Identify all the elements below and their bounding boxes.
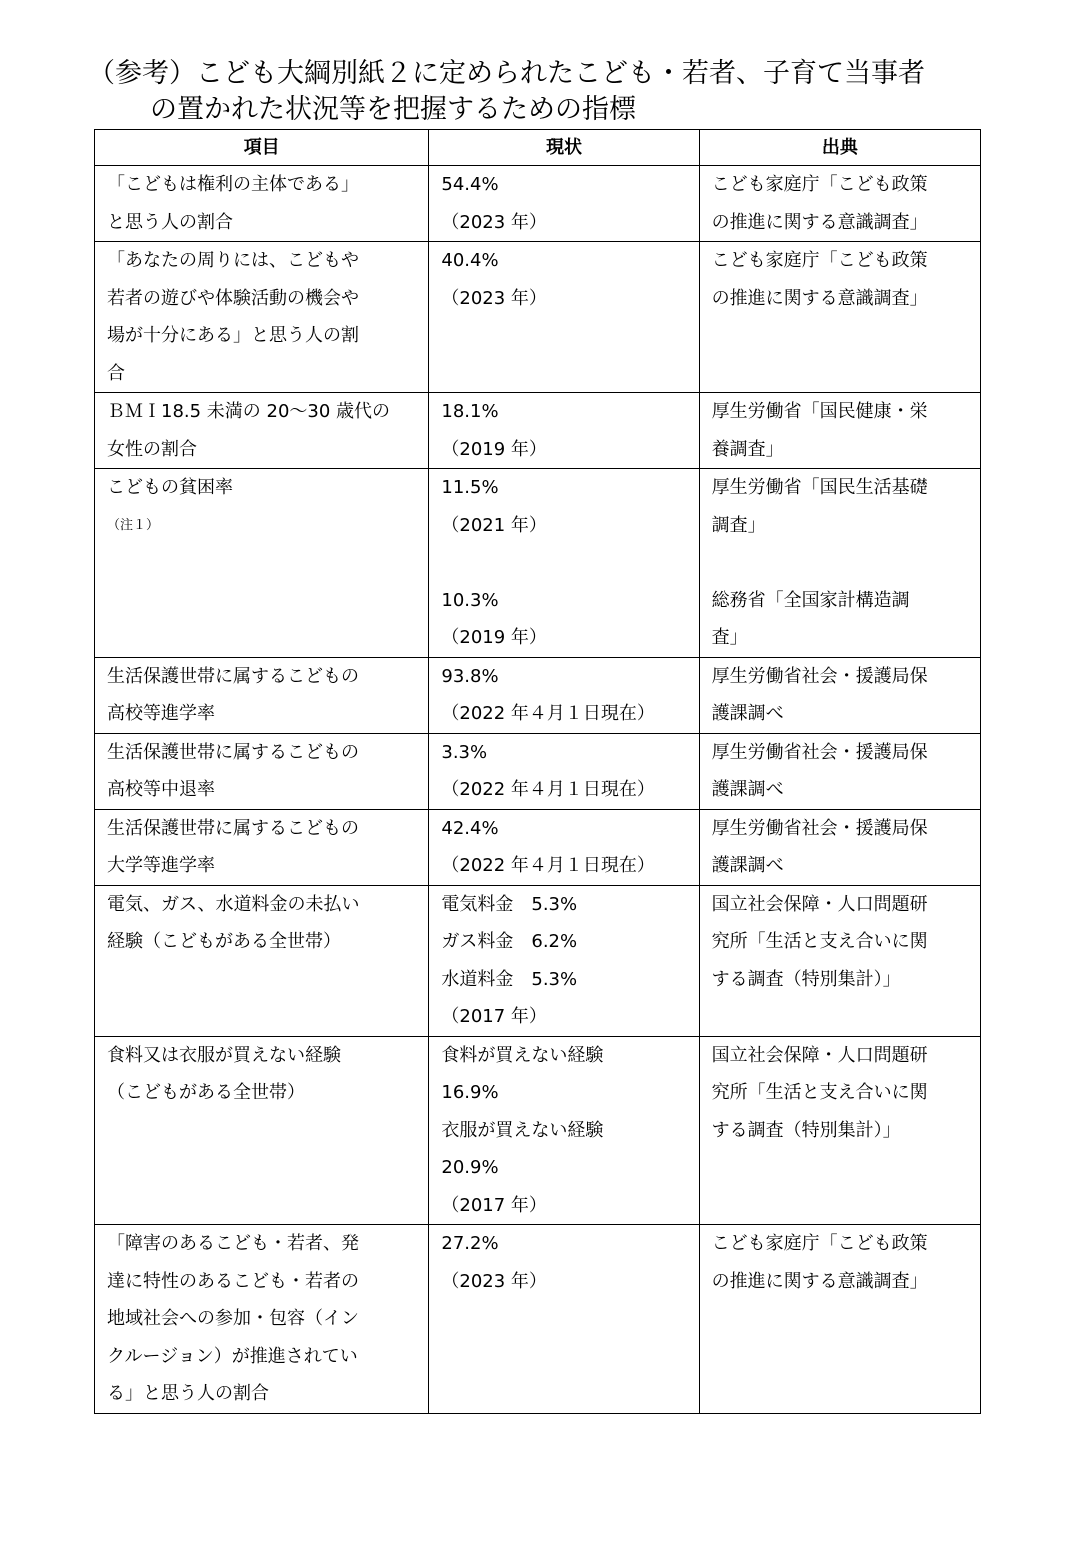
item-text: 「こどもは権利の主体である」 [107,174,359,195]
status-cell [429,469,699,658]
source-text: 厚生労働省社会・援護局保 [711,817,928,839]
status-text: （2021 年） [441,514,547,536]
item-cell [95,657,429,733]
item-cell [95,885,429,1036]
table-row [95,733,981,809]
item-text: 地域社会への参加・包容（イン [107,1308,359,1329]
source-text: 護課調べ [711,703,784,724]
table-row [95,657,981,733]
page-title [88,56,1008,128]
source-text: 厚生労働省社会・援護局保 [711,665,928,687]
table-row [95,242,981,393]
item-text: 大学等進学率 [107,855,215,876]
source-text: 護課調べ [711,779,784,800]
header-item: 項目 [95,130,429,166]
status-text: （2023 年） [441,211,547,233]
source-text: 査」 [711,627,748,648]
status-text: 3.3% [441,741,488,763]
page-title-line-2: の置かれた状況等を把握するための指標 [150,94,636,125]
table-header-row [95,130,981,166]
spacer [441,544,688,582]
item-text: こどもの貧困率 [107,477,233,498]
item-cell [95,242,429,393]
item-text: 合 [107,362,125,384]
table-row [95,393,981,469]
item-text: 達に特性のあるこども・若者の [107,1270,359,1292]
source-text: 国立社会保障・人口問題研 [711,1044,928,1066]
source-text: こども家庭庁「こども政策 [711,250,928,271]
status-text: （2022 年４月１日現在） [441,855,655,876]
table-row [95,1225,981,1414]
source-text: する調査（特別集計）」 [711,1119,901,1141]
source-text: 厚生労働省「国民健康・栄 [711,401,928,422]
item-cell [95,733,429,809]
source-cell [699,885,980,1036]
header-status: 現状 [429,130,699,166]
source-cell [699,1225,980,1414]
status-text: 衣服が買えない経験 [441,1119,604,1141]
status-cell [429,393,699,469]
source-text: 養調査」 [711,438,784,460]
source-text: 総務省「全国家計構造調 [711,589,910,611]
item-text: 生活保護世帯に属するこどもの [107,817,359,839]
header-source: 出典 [699,130,980,166]
item-text: 食料又は衣服が買えない経験 [107,1044,341,1066]
table-row [95,469,981,658]
item-text: 生活保護世帯に属するこどもの [107,665,359,687]
status-text: 10.3% [441,589,499,611]
status-cell [429,733,699,809]
status-cell [429,1225,699,1414]
item-cell [95,809,429,885]
status-text: 18.1% [441,401,499,422]
status-cell [429,885,699,1036]
item-cell [95,469,429,658]
indicator-table [94,129,981,1414]
status-cell [429,242,699,393]
item-text: クルージョン）が推進されてい [107,1345,358,1367]
source-text: 究所「生活と支え合いに関 [711,931,928,952]
status-text: 食料が買えない経験 [441,1044,604,1066]
item-text: 場が十分にある」と思う人の割 [107,325,359,346]
item-text: 「障害のあるこども・若者、発 [107,1233,359,1254]
item-text: （こどもがある全世帯） [107,1082,305,1103]
source-cell [699,1036,980,1225]
source-text: 調査」 [711,514,766,536]
source-cell [699,166,980,242]
source-cell [699,242,980,393]
status-text: （2019 年） [441,438,547,460]
page-title-line-1: （参考）こども大綱別紙２に定められたこども・若者、子育て当事者 [88,58,925,89]
source-text: の推進に関する意識調査」 [711,1270,928,1292]
status-cell [429,809,699,885]
status-text: 27.2% [441,1233,499,1254]
source-text: する調査（特別集計）」 [711,968,901,990]
item-cell [95,1225,429,1414]
status-text: 93.8% [441,665,499,687]
item-text: 「あなたの周りには、こどもや [107,250,359,271]
table-row [95,1036,981,1225]
status-text: （2019 年） [441,627,547,648]
source-text: こども家庭庁「こども政策 [711,174,928,195]
item-text: る」と思う人の割合 [107,1383,269,1404]
table-row [95,885,981,1036]
table-row [95,166,981,242]
status-text: （2023 年） [441,1270,547,1292]
source-text: 国立社会保障・人口問題研 [711,893,928,915]
source-text: の推進に関する意識調査」 [711,287,928,309]
spacer [712,544,970,582]
status-text: 16.9% [441,1082,499,1103]
status-cell [429,1036,699,1225]
status-text: 電気料金 5.3% [441,893,578,915]
status-text: 20.9% [441,1157,499,1178]
status-text: （2017 年） [441,1006,547,1027]
source-cell [699,393,980,469]
status-text: 水道料金 5.3% [441,968,578,990]
table-row [95,809,981,885]
status-text: 42.4% [441,817,499,839]
status-text: （2022 年４月１日現在） [441,703,655,724]
item-text: 生活保護世帯に属するこどもの [107,741,359,763]
status-text: （2022 年４月１日現在） [441,779,655,800]
source-cell [699,809,980,885]
status-text: （2017 年） [441,1194,547,1216]
item-cell [95,1036,429,1225]
status-cell [429,657,699,733]
item-cell [95,166,429,242]
item-text: と思う人の割合 [107,211,233,233]
item-text: ＢＭＩ18.5 未満の 20～30 歳代の [107,401,391,422]
item-text: 高校等中退率 [107,779,215,800]
source-text: 厚生労働省社会・援護局保 [711,741,928,763]
item-cell [95,393,429,469]
source-cell [699,657,980,733]
status-cell [429,166,699,242]
item-text: 女性の割合 [107,438,197,460]
status-text: 40.4% [441,250,499,271]
source-cell [699,733,980,809]
source-cell [699,469,980,658]
source-text: こども家庭庁「こども政策 [711,1233,928,1254]
item-text: 経験（こどもがある全世帯） [107,931,341,952]
status-text: ガス料金 6.2% [441,931,578,952]
source-text: 究所「生活と支え合いに関 [711,1082,928,1103]
item-text: 若者の遊びや体験活動の機会や [107,287,359,309]
item-text: 高校等進学率 [107,703,215,724]
source-text: 護課調べ [711,855,784,876]
source-text: の推進に関する意識調査」 [711,211,928,233]
item-note: （注１） [107,517,160,533]
item-text: 電気、ガス、水道料金の未払い [107,893,360,915]
status-text: 54.4% [441,174,499,195]
status-text: 11.5% [441,477,499,498]
status-text: （2023 年） [441,287,547,309]
source-text: 厚生労働省「国民生活基礎 [711,477,928,498]
